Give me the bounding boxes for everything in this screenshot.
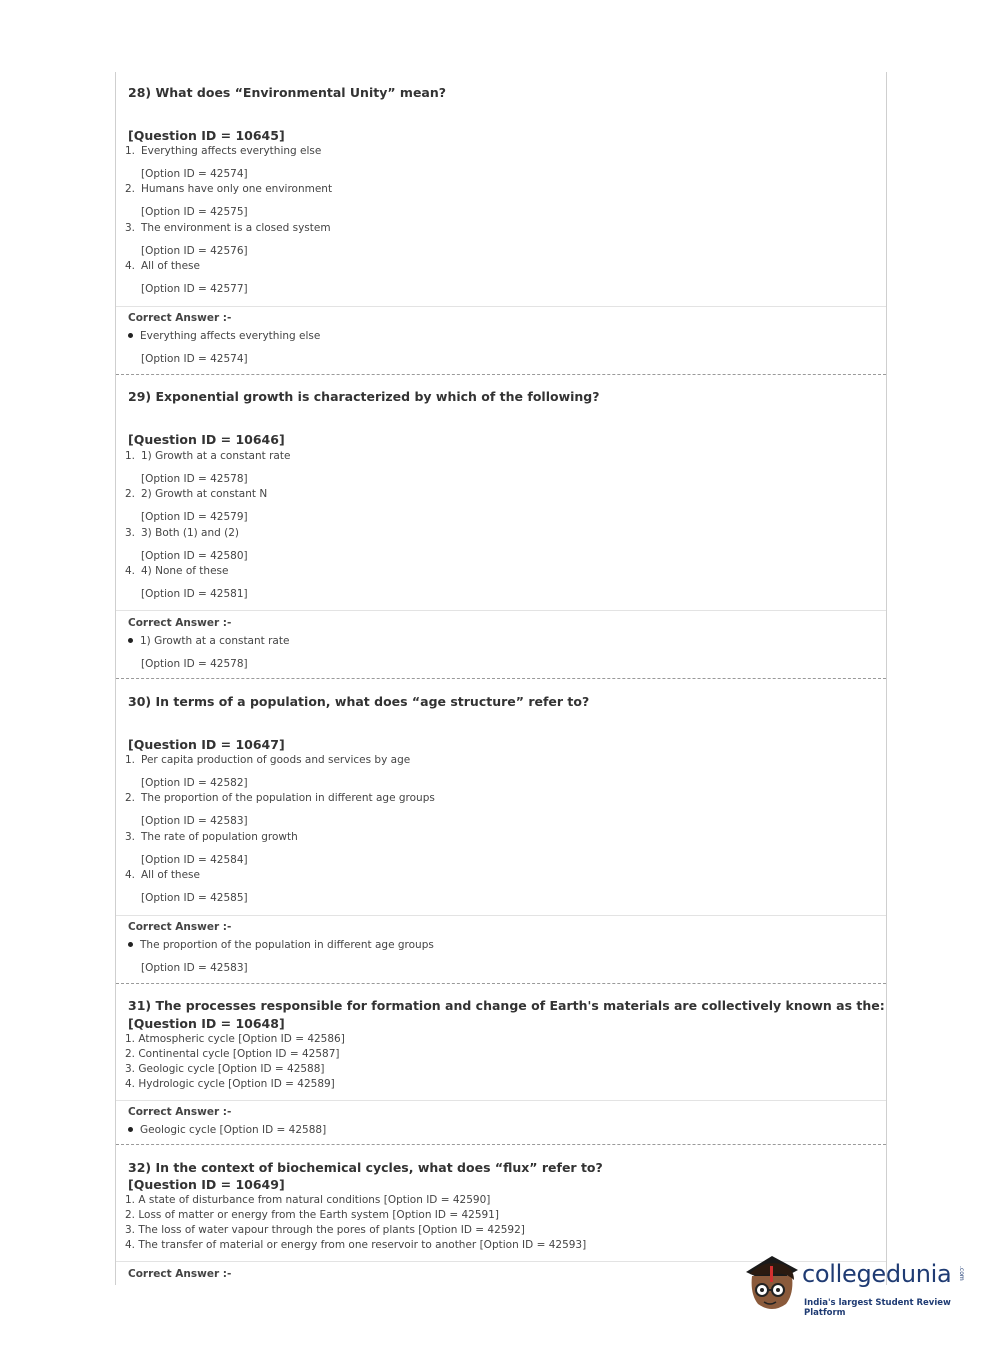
- question-29-option-4: 4. 4) None of these: [125, 565, 229, 577]
- question-29-option-1-id: [Option ID = 42578]: [141, 473, 248, 485]
- question-32-option-4: 4. The transfer of material or energy from one reservoir to another [Option ID = 42593]: [125, 1239, 587, 1251]
- question-28-option-1-id: [Option ID = 42574]: [141, 168, 248, 180]
- question-29-correct-answer: 1) Growth at a constant rate: [128, 635, 289, 647]
- question-separator: [116, 1144, 886, 1145]
- question-29-correct-label: Correct Answer :-: [128, 617, 232, 629]
- question-29-option-2-id: [Option ID = 42579]: [141, 511, 248, 523]
- question-31-option-1: 1. Atmospheric cycle [Option ID = 42586]: [125, 1033, 345, 1045]
- divider: [116, 306, 886, 307]
- question-31-id: [Question ID = 10648]: [128, 1016, 285, 1031]
- question-28-option-1: 1. Everything affects everything else: [125, 145, 322, 157]
- bullet-icon: [128, 1127, 133, 1132]
- question-30-correct-label: Correct Answer :-: [128, 921, 232, 933]
- question-28-option-2: 2. Humans have only one environment: [125, 183, 333, 195]
- question-paper: [115, 72, 887, 1285]
- question-31-option-3: 3. Geologic cycle [Option ID = 42588]: [125, 1063, 325, 1075]
- question-30-option-2-id: [Option ID = 42583]: [141, 815, 248, 827]
- question-28-option-4: 4. All of these: [125, 260, 200, 272]
- question-30-title: 30) In terms of a population, what does “age structure” refer to?: [128, 694, 590, 709]
- question-31-option-2: 2. Continental cycle [Option ID = 42587]: [125, 1048, 340, 1060]
- question-30-correct-id: [Option ID = 42583]: [141, 962, 248, 974]
- question-29-option-2: 2. 2) Growth at constant N: [125, 488, 268, 500]
- question-31-correct-answer: Geologic cycle [Option ID = 42588]: [128, 1124, 326, 1136]
- question-28-correct-id: [Option ID = 42574]: [141, 353, 248, 365]
- divider: [116, 610, 886, 611]
- question-32-id: [Question ID = 10649]: [128, 1177, 285, 1192]
- question-31-title: 31) The processes responsible for formation and change of Earth's materials are collectively known as the:: [128, 998, 885, 1013]
- question-28-option-3: 3. The environment is a closed system: [125, 222, 331, 234]
- collegedunia-logo[interactable]: [742, 1250, 972, 1320]
- question-29-option-4-id: [Option ID = 42581]: [141, 588, 248, 600]
- question-28-title: 28) What does “Environmental Unity” mean?: [128, 85, 447, 100]
- bullet-icon: [128, 333, 133, 338]
- question-30-option-3: 3. The rate of population growth: [125, 831, 298, 843]
- question-28-option-4-id: [Option ID = 42577]: [141, 283, 248, 295]
- question-30-option-3-id: [Option ID = 42584]: [141, 854, 248, 866]
- question-31-correct-label: Correct Answer :-: [128, 1106, 232, 1118]
- question-separator: [116, 374, 886, 375]
- divider: [116, 1100, 886, 1101]
- question-32-option-2: 2. Loss of matter or energy from the Earth system [Option ID = 42591]: [125, 1209, 499, 1221]
- question-29-option-1: 1. 1) Growth at a constant rate: [125, 450, 291, 462]
- question-30-option-4-id: [Option ID = 42585]: [141, 892, 248, 904]
- question-30-option-2: 2. The proportion of the population in different age groups: [125, 792, 435, 804]
- question-30-option-1: 1. Per capita production of goods and services by age: [125, 754, 411, 766]
- question-30-id: [Question ID = 10647]: [128, 737, 285, 752]
- question-32-option-3: 3. The loss of water vapour through the pores of plants [Option ID = 42592]: [125, 1224, 525, 1236]
- logo-domain: .com: [958, 1266, 965, 1281]
- question-28-correct-answer: Everything affects everything else: [128, 330, 320, 342]
- question-29-option-3-id: [Option ID = 42580]: [141, 550, 248, 562]
- logo-wordmark: collegedunia: [802, 1260, 952, 1288]
- divider: [116, 915, 886, 916]
- question-29-correct-id: [Option ID = 42578]: [141, 658, 248, 670]
- question-29-option-3: 3. 3) Both (1) and (2): [125, 527, 240, 539]
- question-28-correct-label: Correct Answer :-: [128, 312, 232, 324]
- question-separator: [116, 983, 886, 984]
- question-32-correct-label: Correct Answer :-: [128, 1268, 232, 1280]
- question-30-correct-answer: The proportion of the population in different age groups: [128, 939, 434, 951]
- question-32-option-1: 1. A state of disturbance from natural conditions [Option ID = 42590]: [125, 1194, 491, 1206]
- question-32-title: 32) In the context of biochemical cycles, what does “flux” refer to?: [128, 1160, 603, 1175]
- question-31-option-4: 4. Hydrologic cycle [Option ID = 42589]: [125, 1078, 335, 1090]
- question-29-title: 29) Exponential growth is characterized by which of the following?: [128, 389, 600, 404]
- question-30-option-1-id: [Option ID = 42582]: [141, 777, 248, 789]
- mascot-icon: [742, 1250, 802, 1320]
- question-28-id: [Question ID = 10645]: [128, 128, 285, 143]
- question-29-id: [Question ID = 10646]: [128, 432, 285, 447]
- bullet-icon: [128, 942, 133, 947]
- bullet-icon: [128, 638, 133, 643]
- question-30-option-4: 4. All of these: [125, 869, 200, 881]
- question-28-option-2-id: [Option ID = 42575]: [141, 206, 248, 218]
- question-separator: [116, 678, 886, 679]
- question-28-option-3-id: [Option ID = 42576]: [141, 245, 248, 257]
- logo-tagline: India's largest Student Review Platform: [804, 1298, 951, 1318]
